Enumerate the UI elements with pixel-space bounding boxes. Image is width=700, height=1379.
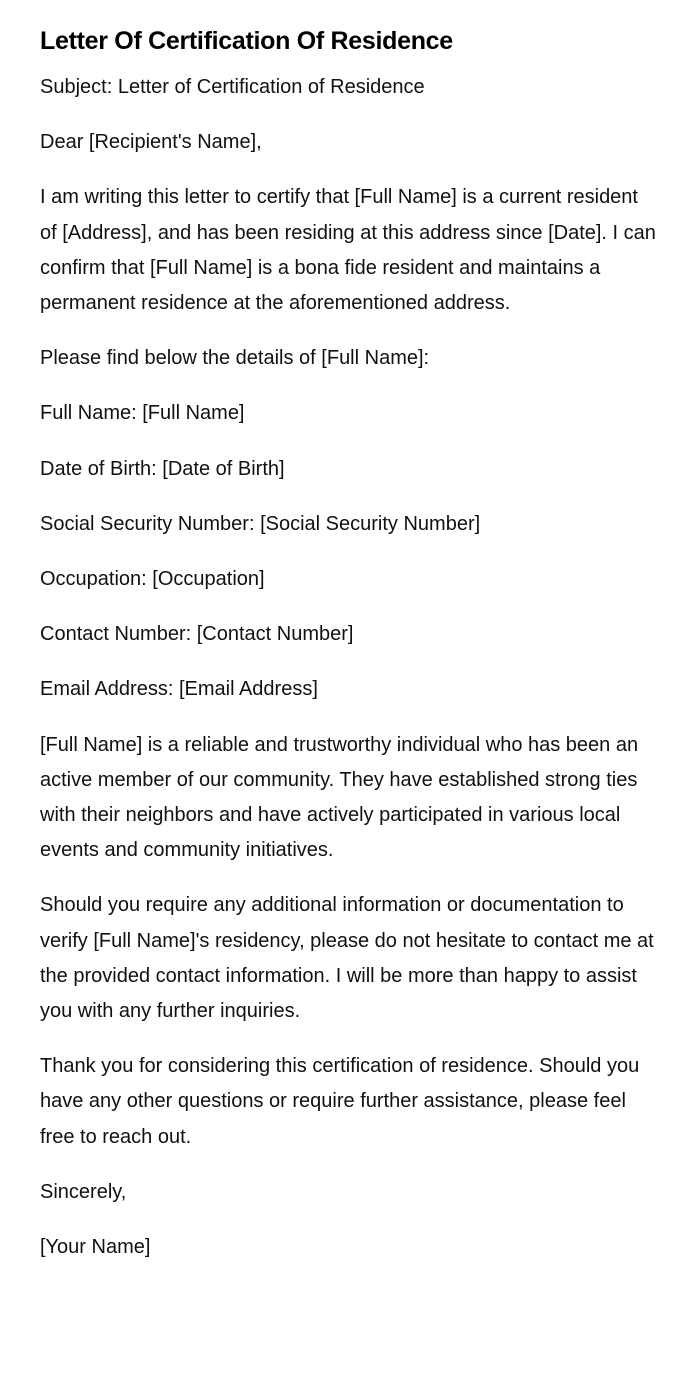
detail-full-name: Full Name: [Full Name] xyxy=(40,402,245,425)
signature: [Your Name] xyxy=(40,1236,151,1259)
detail-ssn: Social Security Number: [Social Security Number] xyxy=(40,512,481,535)
detail-contact-number: Contact Number: [Contact Number] xyxy=(40,623,354,646)
details-intro: Please find below the details of [Full Name]: xyxy=(40,347,430,370)
character-paragraph: [Full Name] is a reliable and trustworthy individual who has been an active member of our community. They have established strong ties with their neighbors and have actively participated in various local events and community initiatives. xyxy=(40,733,639,862)
detail-email: Email Address: [Email Address] xyxy=(40,678,318,701)
closing: Sincerely, xyxy=(40,1180,127,1203)
additional-info-paragraph: Should you require any additional information or documentation to verify [Full Name]'s residency, please do not hesitate to contact me at the provided contact information. I will be more than happy to assist you with any further inquiries. xyxy=(40,894,654,1023)
detail-date-of-birth: Date of Birth: [Date of Birth] xyxy=(40,457,285,480)
document-title: Letter Of Certification Of Residence xyxy=(40,27,453,55)
salutation: Dear [Recipient's Name], xyxy=(40,131,262,154)
intro-paragraph: I am writing this letter to certify that [Full Name] is a current resident of [Address], and has been residing at this address since [Date]. I can confirm that [Full Name] is a bona fide resident and maintains a permanent residence at the aforementioned address. xyxy=(40,186,656,315)
detail-occupation: Occupation: [Occupation] xyxy=(40,568,265,591)
subject-line: Subject: Letter of Certification of Residence xyxy=(40,76,425,98)
thanks-paragraph: Thank you for considering this certification of residence. Should you have any other questions or require further assistance, please feel free to reach out. xyxy=(40,1055,640,1148)
